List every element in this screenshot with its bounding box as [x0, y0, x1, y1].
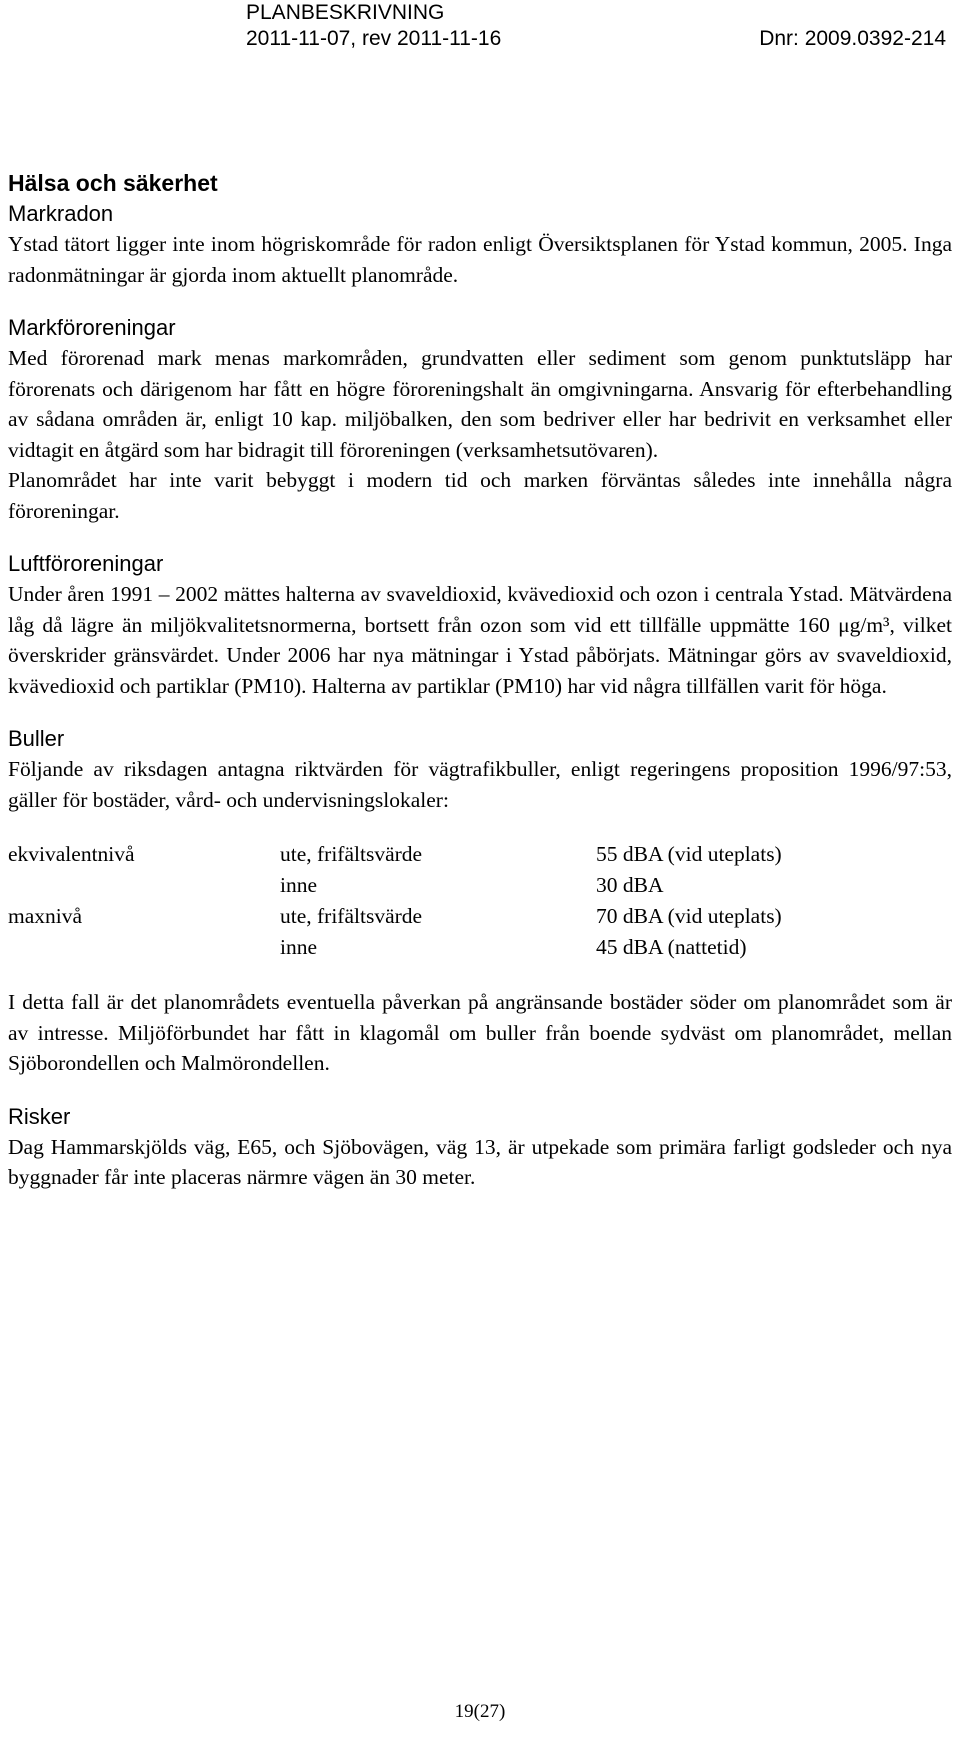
paragraph-risker: Dag Hammarskjölds väg, E65, och Sjöbovägen, väg 13, är utpekade som primära farligt godsleder och nya byggnader får inte placeras närmre vägen än 30 meter.: [8, 1134, 952, 1189]
table-cell: [8, 870, 280, 901]
table-row: [8, 901, 782, 932]
table-cell: [8, 932, 280, 963]
paragraph-markfororeningar-2: Planområdet har inte varit bebyggt i modern tid och marken förväntas således inte innehålla några föroreningar.: [8, 468, 952, 523]
paragraph-buller-intro: Följande av riksdagen antagna riktvärden för vägtrafikbuller, enligt regeringens proposition 1996/97:53, gäller för bostäder, vård- och undervisningslokaler:: [8, 757, 952, 812]
table-row: [8, 870, 782, 901]
table-cell: inne: [280, 873, 318, 897]
table-cell: inne: [280, 935, 318, 959]
page-content: [8, 168, 952, 1193]
table-cell: ekvivalentnivå: [8, 842, 135, 866]
subheading-markradon: Markradon: [8, 201, 114, 226]
paragraph-buller: I detta fall är det planområdets eventuella påverkan på angränsande bostäder söder om planområdet som är av intresse. Miljöförbundet har fått in klagomål om buller från boende sydväst om planområdet, mellan Sjöborondellen och Malmörondellen.: [8, 990, 952, 1075]
table-cell: ute, frifältsvärde: [280, 904, 423, 928]
section-heading-halsa: Hälsa och säkerhet: [8, 170, 218, 196]
noise-limits-table: [8, 839, 782, 963]
paragraph-markradon: Ystad tätort ligger inte inom högriskområde för radon enligt Översiktsplanen för Ystad kommun, 2005. Inga radonmätningar är gjorda inom aktuellt planområde.: [8, 232, 952, 287]
paragraph-luftfororeningar: Under åren 1991 – 2002 mättes halterna av svaveldioxid, kvävedioxid och ozon i centrala Ystad. Mätvärdena låg då lägre än miljökvalitetsnormerna, bortsett från ozon som vid ett tillfälle uppmätte 160 μg/m³, vilket överskrider gränsvärdet. Under 2006 har nya mätningar i Ystad påbörjats. Mätningar görs av svaveldioxid, kvävedioxid och partiklar (PM10). Halterna av partiklar (PM10) har vid några tillfällen varit för höga.: [8, 582, 952, 698]
subheading-risker: Risker: [8, 1103, 71, 1129]
table-row: [8, 839, 782, 870]
table-cell: ute, frifältsvärde: [280, 842, 423, 866]
subheading-buller: Buller: [8, 726, 65, 751]
table-cell: 30 dBA: [596, 873, 664, 897]
table-cell: maxnivå: [8, 904, 83, 928]
page-number: 19(27): [454, 1701, 506, 1722]
document-date: 2011-11-07, rev 2011-11-16: [246, 27, 502, 50]
document-title: PLANBESKRIVNING: [246, 1, 445, 24]
subheading-luftfororeningar: Luftföroreningar: [8, 551, 164, 576]
table-row: [8, 932, 782, 963]
document-dnr: Dnr: 2009.0392-214: [759, 27, 946, 50]
subheading-markfororeningar: Markföroreningar: [8, 315, 176, 340]
table-cell: 70 dBA (vid uteplats): [596, 904, 782, 928]
table-cell: 55 dBA (vid uteplats): [596, 842, 782, 866]
table-cell: 45 dBA (nattetid): [596, 935, 747, 959]
paragraph-markfororeningar-1: Med förorenad mark menas markområden, grundvatten eller sediment som genom punktutsläpp har förorenats och därigenom har fått en högre föroreningshalt än omgivningarna. Ansvarig för efterbehandling av sådana områden är, enligt 10 kap. miljöbalken, den som bedriver eller har bedrivit en verksamhet eller vidtagit en åtgärd som har bidragit till föroreningen (verksamhetsutövaren).: [8, 346, 952, 462]
